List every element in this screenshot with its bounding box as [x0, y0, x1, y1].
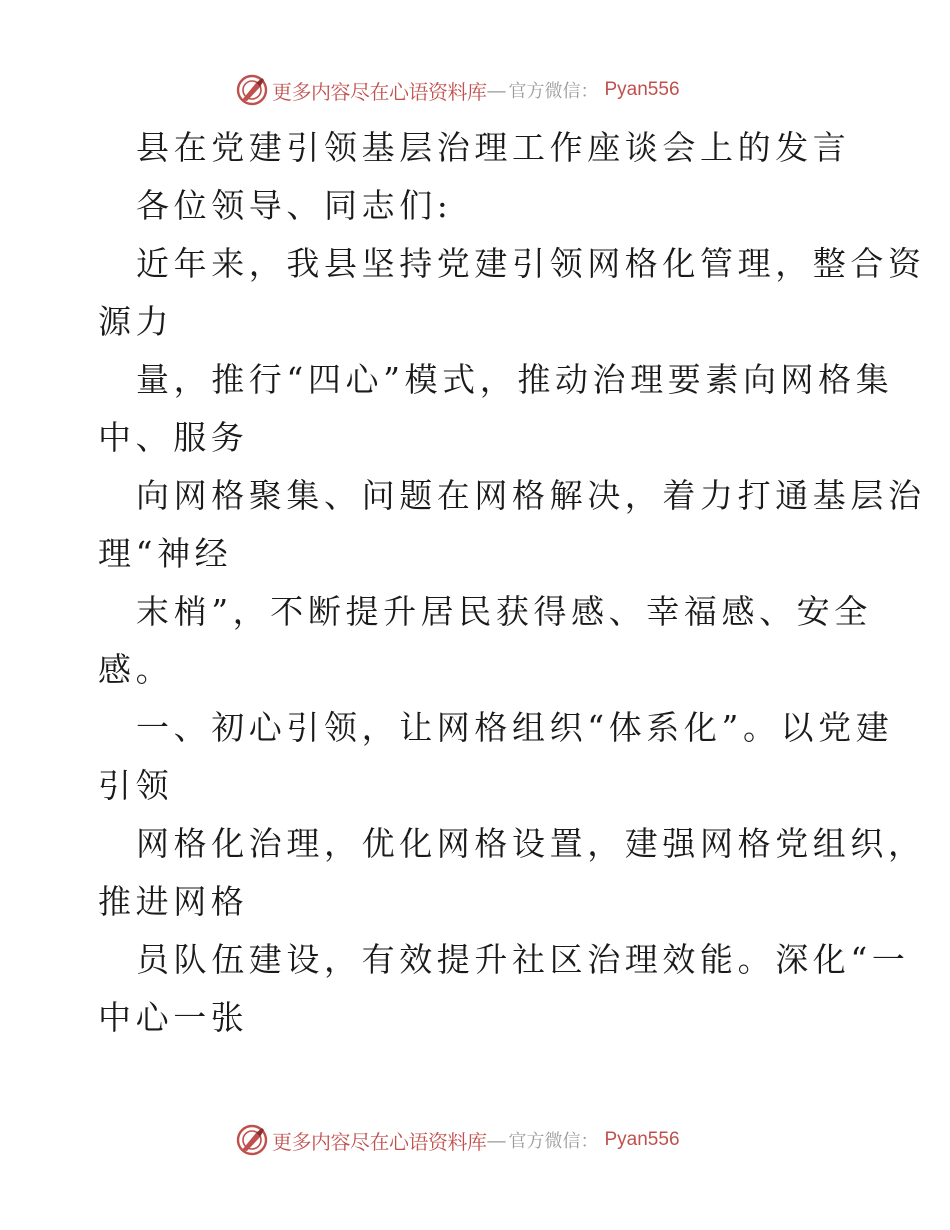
watermark-site-text: 更多内容尽在心语资料库	[272, 1129, 487, 1154]
pen-logo-icon	[236, 1124, 268, 1156]
watermark-wechat-id: Pyan556	[604, 1129, 680, 1150]
paragraph-line: 近年来，我县坚持党建引领网格化管理，整合资	[136, 244, 926, 283]
paragraph-line: 量，推行“四心”模式，推动治理要素向网格集	[136, 360, 894, 399]
paragraph-line: 员队伍建设，有效提升社区治理效能。深化“一	[136, 940, 910, 979]
pen-logo-icon	[236, 74, 268, 106]
watermark-banner-top	[236, 73, 680, 107]
paragraph-line: 向网格聚集、问题在网格解决，着力打通基层治	[136, 476, 926, 515]
paragraph-line: 末梢”，不断提升居民获得感、幸福感、安全	[136, 592, 872, 631]
watermark-wechat-label: 官方微信：	[508, 81, 599, 102]
paragraph-line: 推进网格	[98, 882, 249, 921]
paragraph-line: 中心一张	[98, 998, 249, 1037]
paragraph-line: 网格化治理，优化网格设置，建强网格党组织，	[136, 824, 926, 863]
watermark-dash: —	[486, 78, 507, 102]
watermark-wechat-label: 官方微信：	[508, 1131, 599, 1152]
paragraph-line: 引领	[98, 766, 174, 805]
document-title: 县在党建引领基层治理工作座谈会上的发言	[136, 128, 851, 167]
salutation: 各位领导、同志们:	[136, 186, 453, 225]
watermark-wechat-id: Pyan556	[604, 79, 680, 100]
watermark-site-text: 更多内容尽在心语资料库	[272, 79, 487, 104]
section-heading-line: 一、初心引领，让网格组织“体系化”。以党建	[136, 708, 894, 747]
paragraph-line: 源力	[98, 302, 174, 341]
watermark-dash: —	[486, 1128, 507, 1152]
watermark-banner-bottom	[236, 1123, 680, 1157]
paragraph-line: 中、服务	[98, 418, 249, 457]
paragraph-line: 理“神经	[98, 534, 233, 573]
paragraph-line: 感。	[98, 650, 174, 689]
